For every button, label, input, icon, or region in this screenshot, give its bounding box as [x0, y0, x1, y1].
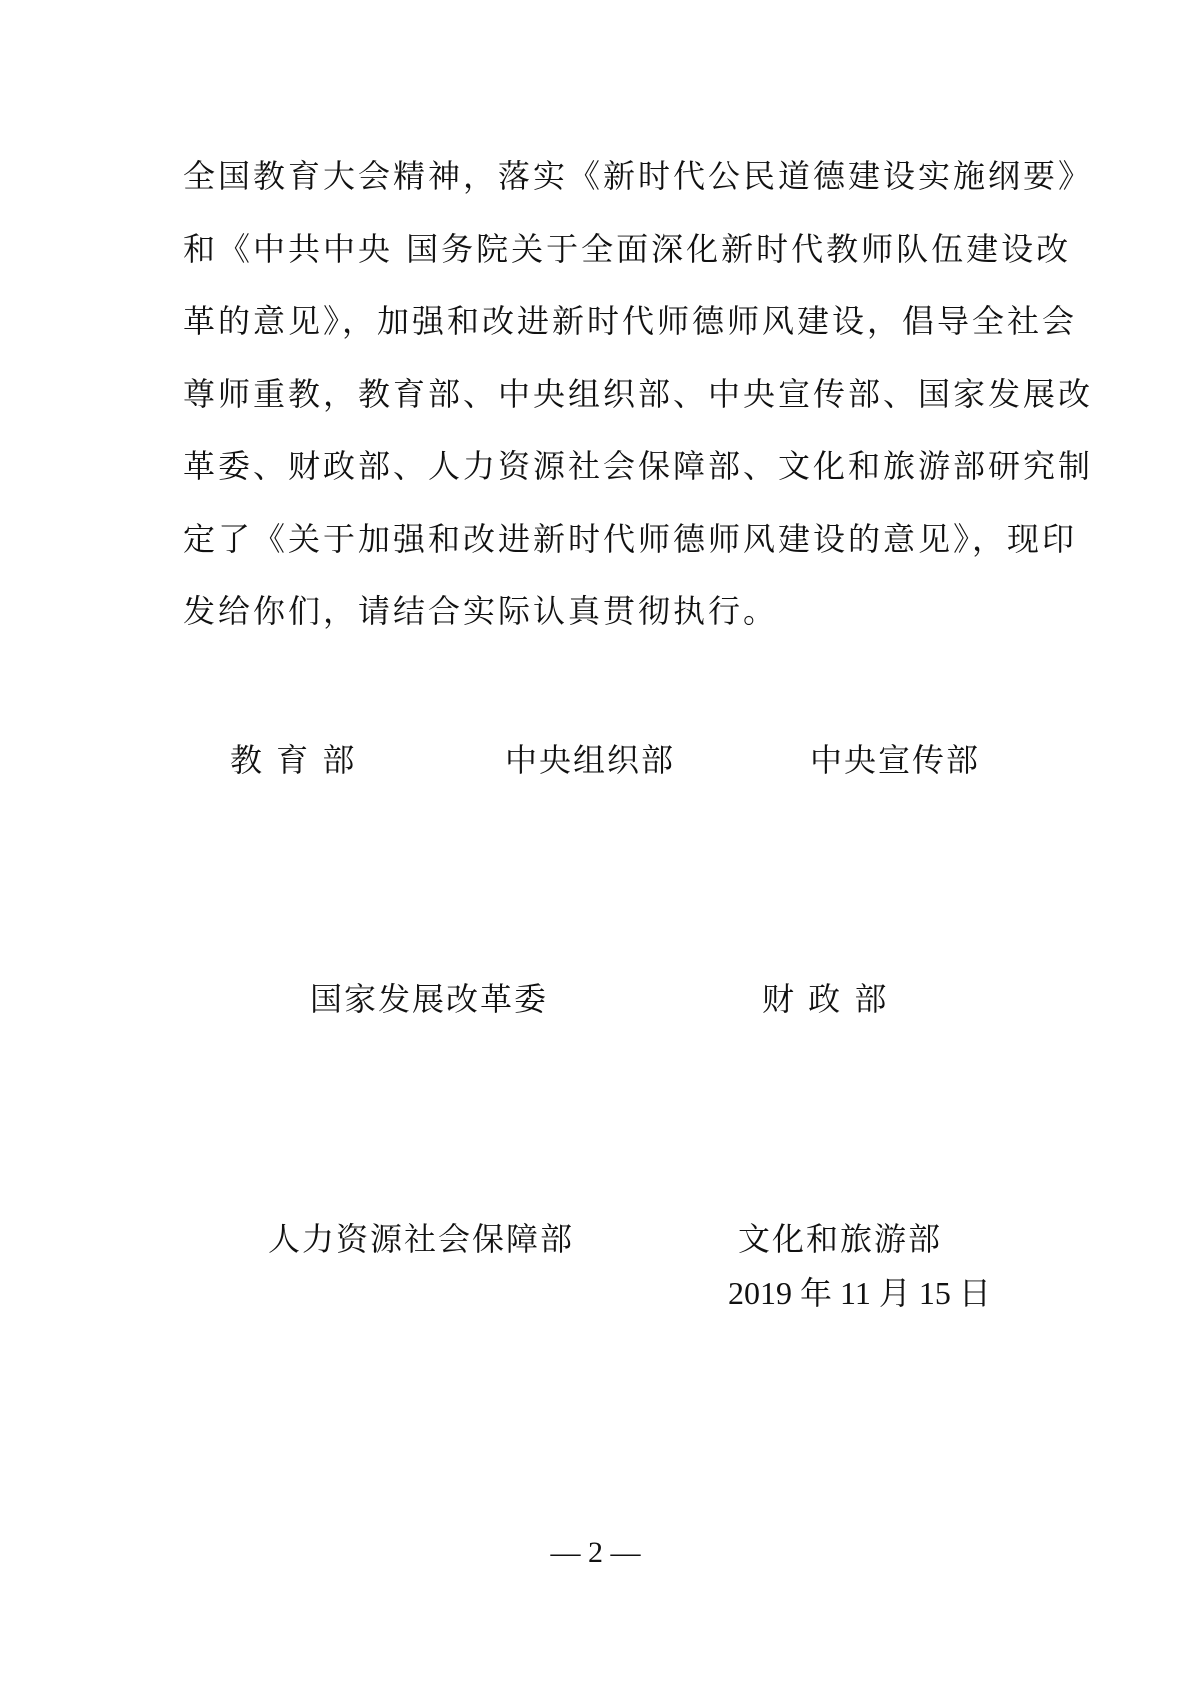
body-line: 革委、财政部、人力资源社会保障部、文化和旅游部研究制: [183, 447, 1094, 485]
body-line: 全国教育大会精神，落实《新时代公民道德建设实施纲要》: [183, 157, 1094, 195]
signatory-ministry-of-culture-and-tourism: 文化和旅游部: [738, 1220, 943, 1258]
signatory-organization-department: 中央组织部: [505, 741, 676, 779]
body-line: 发给你们，请结合实际认真贯彻执行。: [183, 592, 779, 630]
signatory-ndrc: 国家发展改革委: [310, 980, 549, 1018]
body-line: 定了《关于加强和改进新时代师德师风建设的意见》，现印: [183, 519, 1078, 558]
issue-date: 2019 年 11 月 15 日: [728, 1275, 991, 1311]
body-line: 革的意见》，加强和改进新时代师德师风建设，倡导全社会: [183, 302, 1078, 340]
signatory-ministry-of-human-resources: 人力资源社会保障部: [268, 1220, 575, 1258]
body-line: 尊师重教，教育部、中央组织部、中央宣传部、国家发展改: [183, 374, 1094, 413]
signatory-ministry-of-finance: 财 政 部: [762, 980, 889, 1018]
body-paragraph: [183, 156, 1094, 664]
signatory-ministry-of-education: 教 育 部: [230, 741, 357, 779]
body-line: 和《中共中央 国务院关于全面深化新时代教师队伍建设改: [183, 229, 1072, 268]
signatory-publicity-department: 中央宣传部: [810, 741, 981, 779]
page-number: — 2 —: [550, 1536, 641, 1569]
